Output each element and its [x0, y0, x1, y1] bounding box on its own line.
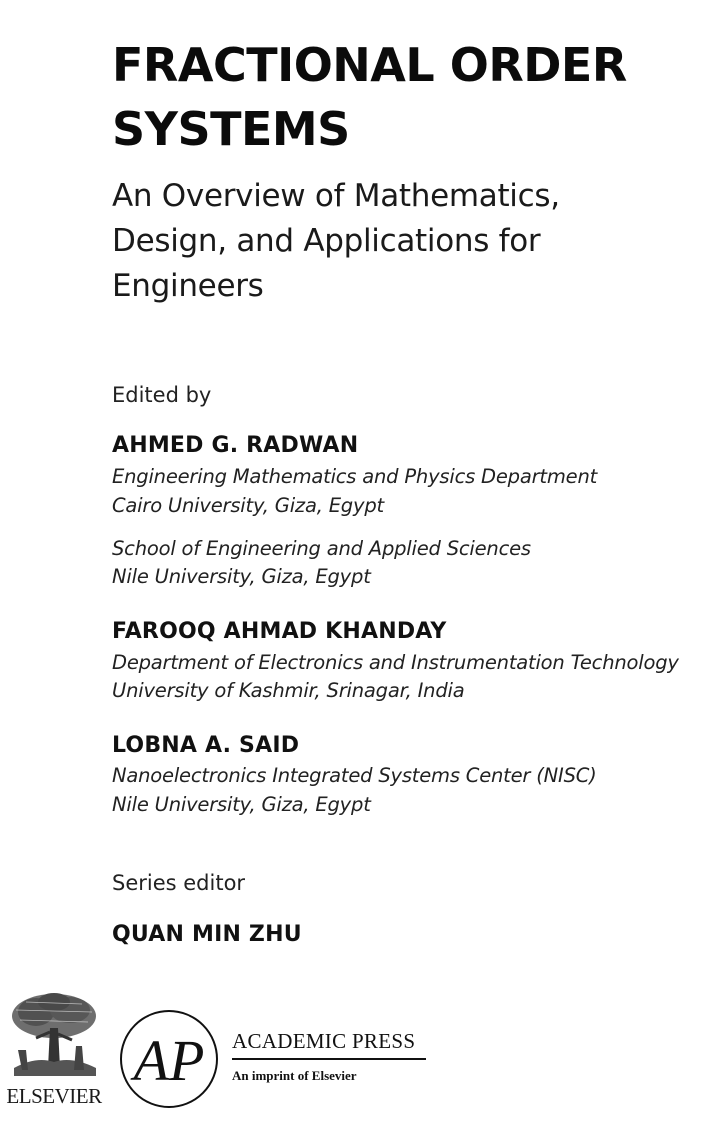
editor-affiliation: Nile University, Giza, Egypt — [112, 793, 371, 816]
publisher-divider — [232, 1058, 426, 1060]
editor-affiliation: Nile University, Giza, Egypt — [112, 565, 371, 588]
editor-affiliation: Department of Electronics and Instrumentation Technology — [112, 651, 679, 674]
editor-name: FAROOQ AHMAD KHANDAY — [112, 619, 447, 644]
edited-by-label: Edited by — [112, 383, 212, 407]
subtitle-line-3: Engineers — [112, 268, 264, 304]
elsevier-wordmark: ELSEVIER — [6, 1084, 102, 1108]
series-editor-label: Series editor — [112, 871, 246, 895]
editor-name: AHMED G. RADWAN — [112, 433, 359, 458]
imprint-text: An imprint of Elsevier — [232, 1068, 357, 1083]
editor-affiliation: School of Engineering and Applied Sciences — [112, 537, 531, 560]
subtitle-line-1: An Overview of Mathematics, — [112, 178, 560, 214]
elsevier-tree-logo — [6, 990, 102, 1078]
academic-press-name: ACADEMIC PRESS — [232, 1029, 416, 1053]
series-editor-name: QUAN MIN ZHU — [112, 922, 302, 947]
academic-press-ap-logo — [118, 1008, 220, 1110]
editor-affiliation: Engineering Mathematics and Physics Department — [112, 465, 598, 488]
book-title-line-2: SYSTEMS — [112, 102, 350, 156]
subtitle-line-2: Design, and Applications for — [112, 223, 541, 259]
editor-name: LOBNA A. SAID — [112, 733, 300, 758]
ap-monogram: AP — [133, 1028, 205, 1093]
book-title-line-1: FRACTIONAL ORDER — [112, 38, 627, 92]
editor-affiliation: University of Kashmir, Srinagar, India — [112, 679, 465, 702]
editor-affiliation: Nanoelectronics Integrated Systems Center (NISC) — [112, 764, 597, 787]
editor-affiliation: Cairo University, Giza, Egypt — [112, 494, 384, 517]
